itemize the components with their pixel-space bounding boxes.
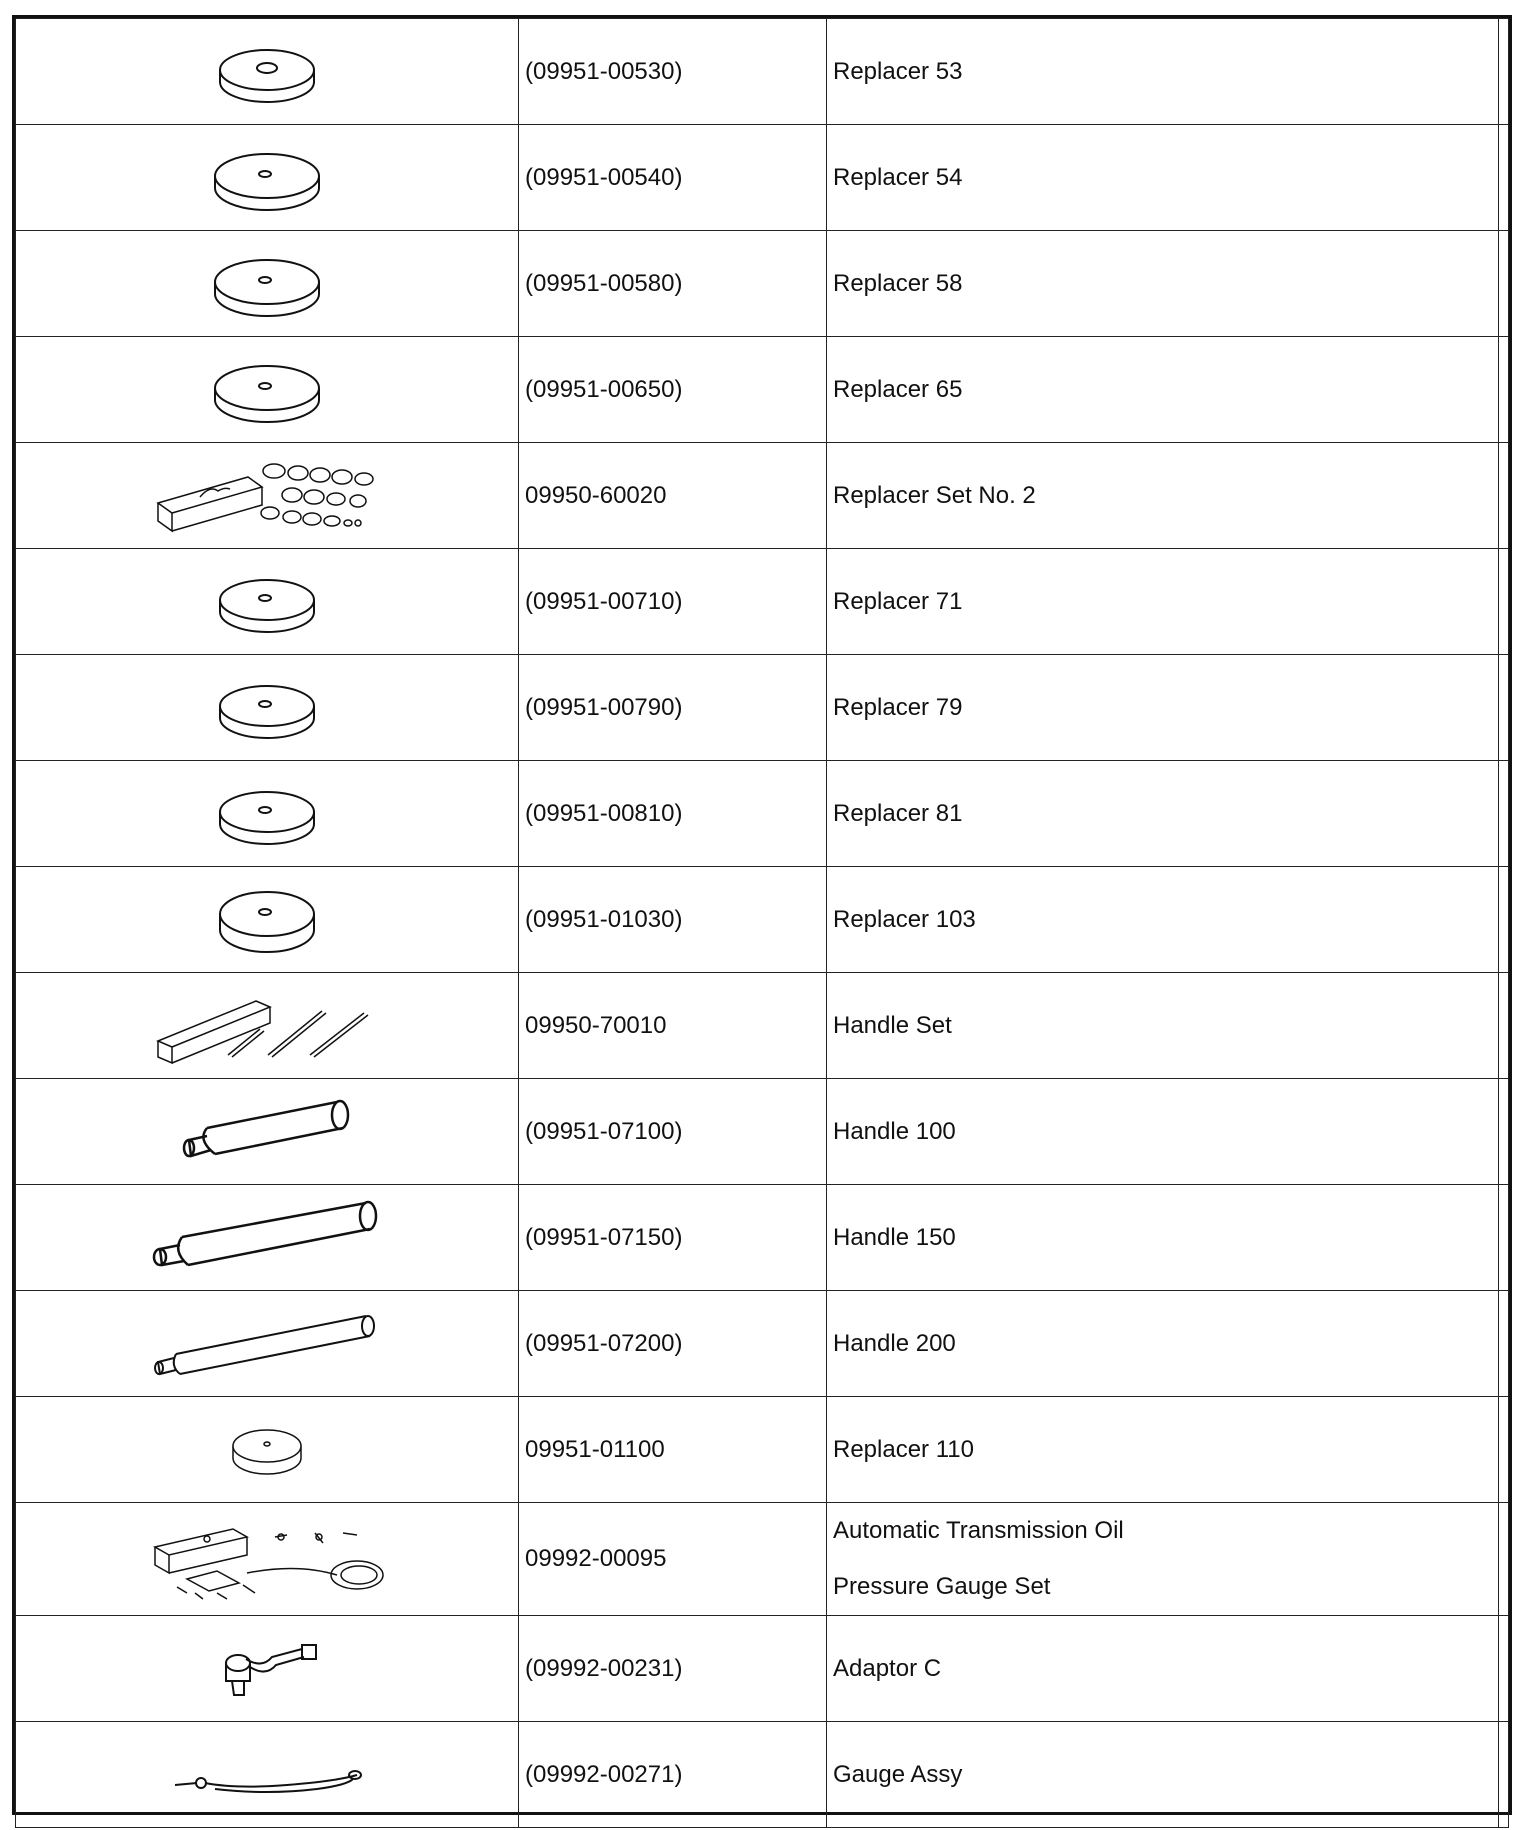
table-row [16, 1397, 1509, 1503]
disc-icon [212, 878, 322, 962]
table-row [16, 867, 1509, 973]
illustration-cell [16, 867, 519, 973]
blank-cell [1499, 443, 1509, 549]
part-number: (09951-07100) [519, 1079, 827, 1185]
blank-cell [1499, 1291, 1509, 1397]
illustration-cell [16, 973, 519, 1079]
tool-name: Replacer Set No. 2 [827, 443, 1499, 549]
illustration-cell [16, 231, 519, 337]
table-row [16, 1722, 1509, 1828]
illustration-cell [16, 549, 519, 655]
part-number: (09951-00530) [519, 19, 827, 125]
part-number: (09951-01030) [519, 867, 827, 973]
disc-icon [212, 562, 322, 642]
tool-name: Gauge Assy [827, 1722, 1499, 1828]
table-row [16, 655, 1509, 761]
disc-icon [212, 774, 322, 854]
tool-name [827, 1503, 1499, 1616]
illustration-cell [16, 1503, 519, 1616]
illustration-cell [16, 1397, 519, 1503]
table-row [16, 1291, 1509, 1397]
tool-name: Adaptor C [827, 1616, 1499, 1722]
blank-cell [1499, 1185, 1509, 1291]
tool-name: Replacer 54 [827, 125, 1499, 231]
table-row [16, 1503, 1509, 1616]
table-row [16, 125, 1509, 231]
tool-name: Replacer 79 [827, 655, 1499, 761]
table-row [16, 1079, 1509, 1185]
part-number: (09951-00650) [519, 337, 827, 443]
tool-name: Handle 200 [827, 1291, 1499, 1397]
handle-icon [142, 1195, 392, 1281]
part-number: (09951-07200) [519, 1291, 827, 1397]
gauge-hose-icon [167, 1745, 367, 1805]
blank-cell [1499, 1616, 1509, 1722]
illustration-cell [16, 761, 519, 867]
tool-table-frame [12, 15, 1512, 1815]
table-row [16, 443, 1509, 549]
tool-name: Replacer 110 [827, 1397, 1499, 1503]
table-row [16, 19, 1509, 125]
tool-name: Replacer 58 [827, 231, 1499, 337]
part-number: (09951-00580) [519, 231, 827, 337]
tool-name: Replacer 71 [827, 549, 1499, 655]
blank-cell [1499, 1079, 1509, 1185]
replacer-set-icon [152, 451, 382, 541]
handle-set-icon [152, 983, 382, 1069]
illustration-cell [16, 125, 519, 231]
part-number: 09992-00095 [519, 1503, 827, 1616]
illustration-cell [16, 19, 519, 125]
table-row [16, 973, 1509, 1079]
blank-cell [1499, 973, 1509, 1079]
handle-icon [167, 1092, 367, 1172]
disc-icon [207, 242, 327, 326]
illustration-cell [16, 443, 519, 549]
gauge-set-icon [147, 1513, 387, 1605]
part-number: 09950-60020 [519, 443, 827, 549]
illustration-cell [16, 337, 519, 443]
blank-cell [1499, 337, 1509, 443]
tool-name: Handle Set [827, 973, 1499, 1079]
part-number: (09951-07150) [519, 1185, 827, 1291]
disc-icon [212, 668, 322, 748]
blank-cell [1499, 231, 1509, 337]
part-number: (09992-00271) [519, 1722, 827, 1828]
tool-name-line-2: Pressure Gauge Set [833, 1573, 1051, 1600]
illustration-cell [16, 1185, 519, 1291]
illustration-cell [16, 655, 519, 761]
blank-cell [1499, 1722, 1509, 1828]
illustration-cell [16, 1616, 519, 1722]
table-row [16, 1185, 1509, 1291]
table-row [16, 1616, 1509, 1722]
disc-icon [207, 136, 327, 220]
illustration-cell [16, 1079, 519, 1185]
table-row [16, 231, 1509, 337]
blank-cell [1499, 549, 1509, 655]
blank-cell [1499, 867, 1509, 973]
tool-name: Handle 150 [827, 1185, 1499, 1291]
illustration-cell [16, 1722, 519, 1828]
disc-icon [227, 1420, 307, 1480]
part-number: (09951-00710) [519, 549, 827, 655]
tool-name-line-1: Automatic Transmission Oil [833, 1517, 1124, 1544]
blank-cell [1499, 655, 1509, 761]
tool-name: Replacer 103 [827, 867, 1499, 973]
illustration-cell [16, 1291, 519, 1397]
part-number: 09951-01100 [519, 1397, 827, 1503]
blank-cell [1499, 1397, 1509, 1503]
part-number: 09950-70010 [519, 973, 827, 1079]
table-row [16, 337, 1509, 443]
blank-cell [1499, 1503, 1509, 1616]
tool-name: Replacer 81 [827, 761, 1499, 867]
part-number: (09951-00790) [519, 655, 827, 761]
table-row [16, 549, 1509, 655]
handle-icon [142, 1304, 392, 1384]
adaptor-icon [202, 1629, 332, 1709]
table-row [16, 761, 1509, 867]
part-number: (09951-00810) [519, 761, 827, 867]
part-number: (09992-00231) [519, 1616, 827, 1722]
tool-name: Replacer 65 [827, 337, 1499, 443]
blank-cell [1499, 125, 1509, 231]
disc-icon [212, 32, 322, 112]
disc-icon [207, 348, 327, 432]
tool-name: Replacer 53 [827, 19, 1499, 125]
blank-cell [1499, 19, 1509, 125]
blank-cell [1499, 761, 1509, 867]
tool-name: Handle 100 [827, 1079, 1499, 1185]
special-tools-table [15, 18, 1509, 1828]
part-number: (09951-00540) [519, 125, 827, 231]
